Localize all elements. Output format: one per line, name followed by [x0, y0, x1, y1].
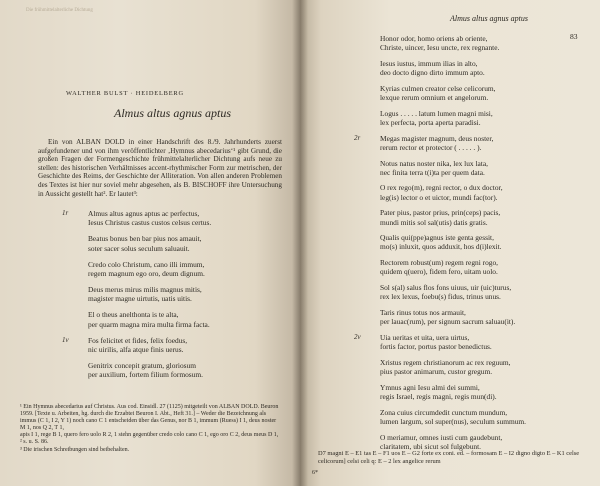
footnotes-right	[318, 450, 590, 465]
verse-line: Uia ueritas et uita, uera uirtus,	[380, 332, 470, 342]
intro-text: Ein von ALBAN DOLD in einer Handschrift des 8./9. Jahrhunderts zuerst aufgefundener und von ihm veröffentlichter ‚Hymnus abecedarius‘¹ gibt Grund, die großen Fragen der Formengeschichte frühmittelalterlicher Dichtung aufs neue zu stellen: des historischen Verhältnisses accent-rhythmischer Form zur metrischen, der Geschichte des Reims, der Geschichte der Alliteration. Von allen anderen Problemen des Textes ist hier nur soviel mehr abgesehen, als B. BISCHOFF ihre Untersuchung in Aussicht gestellt hat². Er lautet³:	[38, 138, 282, 198]
verse-line: Iesus Christus castus custos celsus certus.	[88, 218, 212, 228]
stanza	[62, 209, 282, 228]
verse-line: Rectorem robust(um) regem regni rogo,	[380, 258, 499, 268]
verse-line: regis Israel, regis magni, regis mun(di).	[380, 391, 497, 401]
poem-text-left	[62, 209, 282, 386]
verse-line: Honor odor, homo oriens ab oriente,	[380, 34, 488, 43]
stanza	[380, 383, 584, 401]
right-page	[300, 0, 600, 486]
author-line: WALTHER BULST · HEIDELBERG	[66, 90, 184, 97]
folio-number: 2r	[354, 133, 361, 142]
footnote: ² s. u. S. 86.	[20, 439, 49, 446]
stanza	[380, 408, 584, 426]
verse-line: Pater pius, pastor prius, prin(ceps) pacis,	[380, 208, 501, 218]
article-title: Almus altus agnus aptus	[114, 106, 232, 120]
stanza	[380, 308, 584, 326]
stanza	[354, 332, 584, 352]
stanza	[88, 361, 282, 380]
verse-line: Logus . . . . . latum lumen magni misi,	[380, 108, 493, 118]
stanza	[380, 433, 584, 451]
verse-line: O meriamur, omnes iusti cum gaudebunt,	[380, 432, 503, 442]
verse-line: pius pastor animarum, custor gregum.	[380, 366, 493, 376]
verse-line: nec finita terra t(i)ta per quem data.	[380, 167, 485, 177]
verse-line: per quarm magna mira multa firma facta.	[88, 319, 210, 329]
verse-line: El o theus anelthonta is te alta,	[88, 310, 179, 320]
footnotes-left	[20, 404, 282, 454]
verse-line: lumen largum, sol super(nus), seculum summum.	[380, 416, 527, 426]
stanza	[380, 59, 584, 77]
verse-line: Christe, uincer, Iesu uncte, rex regnante.	[380, 43, 500, 53]
footnote: apis I 1, rege B 1, quero fero uolo R 2, 1 stehn gegenüber credo colo cano C 1, ego oro C 2, deus meus D 1,	[20, 432, 279, 439]
verse-line: fortis factor, portus pastor benedictus.	[380, 342, 492, 352]
folio-number: 1r	[62, 209, 69, 217]
stanza	[354, 133, 584, 152]
stanza	[380, 258, 584, 276]
verse-line: Ymnus agni Iesu almi dei summi,	[380, 382, 480, 392]
stanza	[88, 285, 282, 304]
page-number: 83	[570, 32, 578, 41]
folio-number: 1v	[62, 335, 69, 344]
verse-line: quidem q(uero), fidem fero, uitam uolo.	[380, 267, 498, 277]
verse-line: Almus altus agnus aptus ac perfectus,	[88, 209, 200, 218]
stanza	[380, 358, 584, 376]
stanza	[380, 283, 584, 301]
stanza	[380, 233, 584, 251]
verse-line: lexque rerum omnium et angelorum.	[380, 93, 489, 103]
verse-line: Megas magister magnum, deus noster,	[380, 133, 494, 143]
verse-line: soter sacer solus seculum saluauit.	[88, 243, 190, 253]
verse-line: deo docto digno dirto immum apto.	[380, 68, 485, 78]
verse-line: Iesus iustus, immum ilias in alto,	[380, 58, 478, 68]
stanza	[380, 84, 584, 102]
verse-line: magister magne uirtutis, uatis uitis.	[88, 294, 192, 304]
verse-line: mo(s) inluxit, quos adduxit, hos d(i)lexit.	[380, 242, 502, 252]
verse-line: Genitrix concepit gratum, gloriosum	[88, 360, 196, 370]
verse-line: Credo colo Christum, cano illi immum,	[88, 259, 205, 269]
stanza	[62, 335, 282, 355]
book-gutter	[292, 0, 308, 486]
folio-number: 2v	[354, 332, 361, 341]
footnote: ³ Die irischen Schreibungen sind beibehalten.	[20, 446, 130, 453]
verse-line: per lauac(rum), per signum sacrum saluau(it).	[380, 317, 516, 327]
verse-line: Zona cuius circumdedit cunctum mundum,	[380, 407, 508, 417]
poem-text-right	[354, 34, 584, 457]
verse-line: Notus natus noster nika, lex lux lata,	[380, 158, 488, 168]
verse-line: Kyrias culmen creator celse celicorum,	[380, 83, 496, 93]
footnote: ¹ Ein Hymnus abecedarius auf Christus. Aus cod. Einsidl. 27 (1125) mitgeteilt von ALBAN DOLD. Beuron 1959. [Texte u. Arbeiten, hg. durch die Erzabtei Beuron I. Abt., Heft 31.] – Weder die Bezeichnung als immus (C 1, I 2, Y 1) noch cano C 1 entscheiden über das Genus, nor B 1, immum (Ruess) I 1, deus noster M 1, nos Q 2, T 1,	[20, 404, 279, 432]
running-head: Almus altus agnus aptus	[450, 14, 529, 23]
verse-line: Fos felicitet et fides, felix foedus,	[88, 335, 188, 345]
signature-mark: 6*	[312, 470, 318, 476]
verse-line: regem magnum ego oro, deum dignum.	[88, 269, 205, 279]
verse-line: leg(is) lector o et uictor, mundi fac(tor).	[380, 192, 498, 202]
verse-line: lex perfecta, porta aperta paradisi.	[380, 117, 481, 127]
stanza	[380, 208, 584, 226]
intro-paragraph	[38, 138, 282, 198]
verse-line: claritatem, ubi sicut sol fulgebunt.	[380, 441, 481, 451]
verse-line: mundi mitis sol sal(utis) datis gratis.	[380, 217, 488, 227]
verse-line: Deus merus mirus milis magnus mitis,	[88, 284, 202, 294]
stanza	[380, 34, 584, 52]
verse-line: Taris rinus totus nos armauit,	[380, 307, 466, 317]
faint-running-head: Die frühmittelalterliche Dichtung	[26, 8, 93, 13]
verse-line: Qualis qui(ppe)agnus iste genta gessit,	[380, 233, 494, 243]
stanza	[380, 109, 584, 127]
stanza	[88, 260, 282, 279]
stanza	[380, 183, 584, 201]
verse-line: Sol s(al) salus flos fons uiuus, uir (uic)turus,	[380, 283, 512, 293]
footnote: D7 magni E – E1 tas E – F1 uos E – G2 forte ex coni. ed. – formosam E – I2 digno digto E – K1 celse celicorum] celsi celi q: E – 2 lex angelice rerum	[318, 450, 580, 465]
stanza	[88, 310, 282, 329]
verse-line: rerum rector et protector ( . . . . . ).	[380, 142, 482, 152]
verse-line: per auxilium, fortem filium formosum.	[88, 370, 203, 380]
verse-line: Beatus bonus ben bar pius nos amauit,	[88, 234, 202, 244]
verse-line: nic uirilis, alfa atque finis uerus.	[88, 344, 184, 354]
verse-line: Xristus regem christianorum ac rex reguum,	[380, 357, 511, 367]
stanza	[88, 234, 282, 253]
verse-line: O rex rego(m), regni rector, o dux doctor,	[380, 183, 503, 193]
stanza	[380, 159, 584, 177]
verse-line: rex lex lexus, foebu(s) fidus, trinus unus.	[380, 292, 501, 302]
